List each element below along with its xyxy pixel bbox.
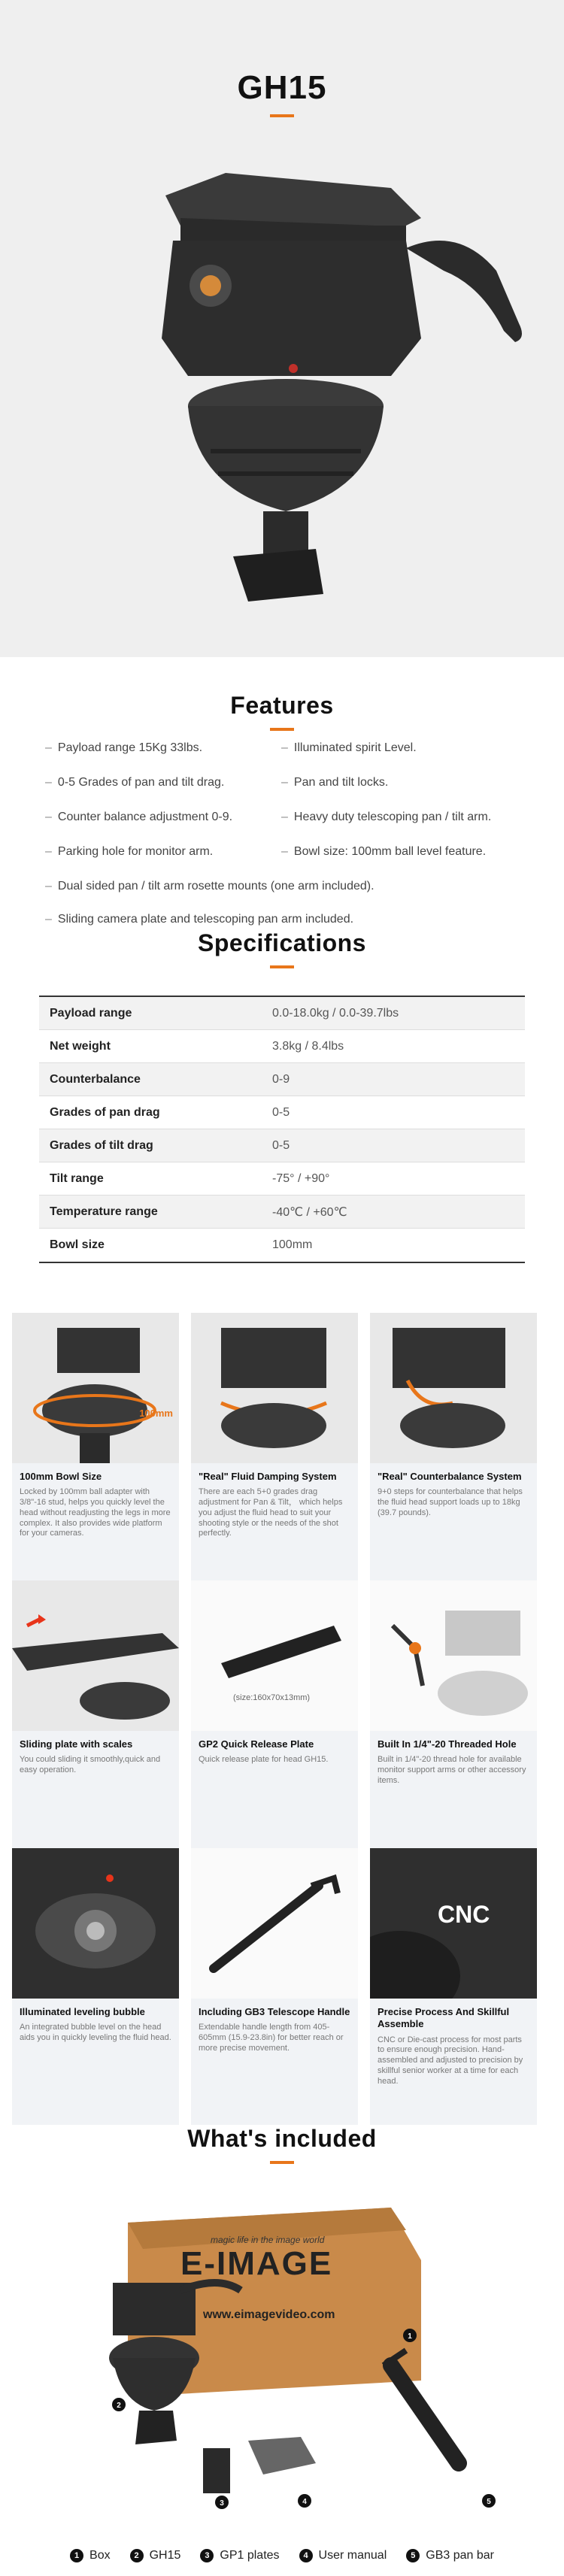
fluid-damping-image: [191, 1313, 358, 1463]
bowl-size-image: [12, 1313, 179, 1463]
feature-item: – Illuminated spirit Level.: [281, 741, 417, 754]
feature-item: – Pan and tilt locks.: [281, 776, 389, 789]
package-contents-image: [0, 2177, 564, 2531]
feature-item: – Counter balance adjustment 0-9.: [45, 811, 233, 823]
sliding-plate-image: [12, 1580, 179, 1731]
specifications-underline: [270, 965, 294, 968]
card-description: You could sliding it smoothly,quick and easy operation.: [20, 1755, 161, 1774]
feature-grid: [0, 1313, 564, 2125]
title-underline: [270, 114, 294, 117]
product-title: GH15: [237, 69, 327, 106]
box-tagline: magic life in the image world: [211, 2235, 325, 2245]
feature-card: [370, 1580, 537, 1857]
hero-section: [0, 0, 564, 657]
card-description: There are each 5+0 grades drag adjustment for Pan & Tilt， which helps you adjust the fluid head to suit your shooting style or the needs of the shot perfectly.: [199, 1487, 343, 1538]
legend-item: 4 User manual: [299, 2549, 387, 2562]
card-title: "Real" Fluid Damping System: [199, 1471, 337, 1482]
feature-card: [191, 1313, 358, 1590]
spec-row: Grades of pan drag 0-5: [39, 1096, 525, 1129]
telescope-handle-image: [191, 1848, 358, 1999]
callout-number-4: 4: [302, 2498, 307, 2506]
legend-item: 5 GB3 pan bar: [406, 2549, 494, 2562]
contents-legend: [0, 2549, 564, 2562]
feature-item: – Parking hole for monitor arm.: [45, 845, 214, 858]
feature-item: – Payload range 15Kg 33lbs.: [45, 741, 203, 754]
card-title: GP2 Quick Release Plate: [199, 1738, 314, 1750]
cnc-process-image: [370, 1848, 537, 1999]
spec-row: Counterbalance 0-9: [39, 1063, 525, 1096]
features-underline: [270, 728, 294, 731]
feature-card: [191, 1580, 358, 1857]
box-brand: E-IMAGE: [180, 2245, 333, 2282]
card-description: Locked by 100mm ball adapter with 3/8"-16 stud, helps you quickly level the head without readjusting the legs in more complex. It also provides wide platform for your cameras.: [20, 1487, 171, 1538]
legend-item: 3 GP1 plates: [200, 2549, 279, 2562]
specifications-table: [39, 996, 525, 1263]
callout-number-1: 1: [408, 2332, 412, 2341]
cnc-label: CNC: [438, 1901, 490, 1928]
feature-card: [370, 1848, 537, 2125]
feature-card: [12, 1313, 179, 1590]
threaded-hole-image: [370, 1580, 537, 1731]
feature-card: [191, 1848, 358, 2125]
card-title: "Real" Counterbalance System: [378, 1471, 522, 1482]
whats-included-title: What's included: [187, 2125, 377, 2152]
plate-size-label: (size:160x70x13mm): [233, 1693, 311, 1702]
whats-included-section: [0, 2125, 564, 2576]
feature-item: – 0-5 Grades of pan and tilt drag.: [45, 776, 225, 789]
card-description: CNC or Die-cast process for most parts to ensure enough precision. Hand-assembled and adjusted to precision by skillful senior worker at a time for each head.: [378, 2035, 523, 2086]
feature-card: [12, 1848, 179, 2125]
counterbalance-image: [370, 1313, 537, 1463]
callout-number-3: 3: [220, 2499, 224, 2508]
card-title: Illuminated leveling bubble: [20, 2006, 145, 2017]
card-title: Sliding plate with scales: [20, 1738, 133, 1750]
legend-item: 1 Box: [70, 2549, 111, 2562]
features-title: Features: [230, 692, 334, 719]
card-description: Extendable handle length from 405-605mm (15.9-23.8in) for better reach or more precise movement.: [199, 2023, 344, 2053]
feature-card: [370, 1313, 537, 1590]
card-description: 9+0 steps for counterbalance that helps the fluid head support loads up to 18kg (39.7 pounds).: [378, 1487, 523, 1517]
card-title: 100mm Bowl Size: [20, 1471, 102, 1482]
whats-included-underline: [270, 2161, 294, 2164]
feature-item: – Heavy duty telescoping pan / tilt arm.: [281, 811, 492, 823]
feature-item: – Dual sided pan / tilt arm rosette mounts (one arm included).: [45, 880, 374, 893]
callout-number-5: 5: [487, 2498, 491, 2506]
spec-row: Payload range 0.0-18.0kg / 0.0-39.7lbs: [39, 997, 525, 1030]
spec-row: Grades of tilt drag 0-5: [39, 1129, 525, 1162]
spec-row: Net weight 3.8kg / 8.4lbs: [39, 1030, 525, 1063]
card-title: Including GB3 Telescope Handle: [199, 2006, 350, 2017]
feature-item: – Sliding camera plate and telescoping pan arm included.: [45, 913, 354, 926]
feature-card: [12, 1580, 179, 1857]
card-title: Precise Process And Skillful Assemble: [378, 2006, 510, 2030]
card-description: Built in 1/4"-20 thread hole for available monitor support arms or other accessory items.: [378, 1755, 526, 1785]
leveling-bubble-image: [12, 1848, 179, 1999]
spec-row: Bowl size 100mm: [50, 1238, 313, 1251]
callout-number-2: 2: [117, 2402, 121, 2410]
box-url: www.eimagevideo.com: [203, 2308, 335, 2321]
bowl-size-label: 100mm: [139, 1408, 173, 1419]
spec-row: Temperature range -40℃ / +60℃: [39, 1196, 525, 1229]
specifications-section: [0, 929, 564, 1313]
card-title: Built In 1/4"-20 Threaded Hole: [378, 1738, 517, 1750]
specifications-title: Specifications: [198, 929, 366, 956]
legend-item: 2 GH15: [130, 2549, 181, 2562]
card-description: An integrated bubble level on the head aids you in quickly leveling the fluid head.: [20, 2023, 171, 2042]
spec-row: Tilt range -75° / +90°: [39, 1162, 525, 1196]
features-section: [0, 657, 564, 929]
feature-item: – Bowl size: 100mm ball level feature.: [281, 845, 487, 858]
card-description: Quick release plate for head GH15.: [199, 1755, 329, 1765]
quick-release-plate-image: [191, 1580, 358, 1731]
